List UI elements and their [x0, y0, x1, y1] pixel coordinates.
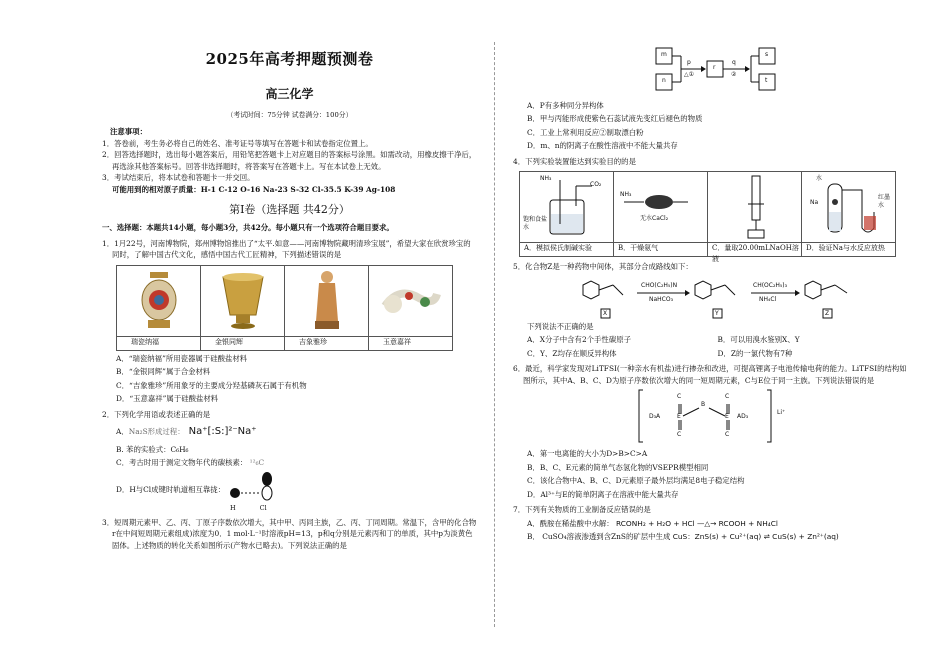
option: B．“金银同辉”属于合金材料	[116, 367, 211, 377]
option: B．甲与丙能形成使紫色石蕊试液先变红后褪色的物质	[527, 114, 703, 124]
gas-label: NH₃	[540, 175, 552, 183]
option: C．该化合物中A、B、C、D元素原子最外层均满足8电子稳定结构	[527, 476, 745, 486]
option-text: C．考古时用于测定文物年代的碳核素：	[116, 458, 248, 468]
option-text: A．酰胺在稀盐酸中水解：	[527, 518, 614, 528]
gas-label: CO₂	[590, 181, 602, 189]
reagent-label: p	[687, 59, 691, 66]
option: A．X分子中含有2个手性碳原子	[527, 335, 631, 345]
option-prefix: B．	[527, 531, 540, 541]
step-label: △①	[684, 71, 694, 78]
note-item: 2．回答选择题时，选出每小题答案后，用铅笔把答题卡上对应题目的答案标号涂黑。如需改动，用橡皮擦干净后，再选涂其他答案标号。回答非选择题时，将答案写在答题卡上。写在本试卷上无效。	[102, 150, 477, 171]
exam-info: （考试时间：75分钟 试卷满分：100分）	[226, 110, 353, 119]
column-divider	[494, 42, 495, 627]
orbital-labels	[102, 503, 477, 513]
option-prefix: A．	[116, 427, 129, 437]
atom-label: C	[725, 431, 730, 439]
option: B．可以用溴水鉴别X、Y	[717, 335, 800, 345]
page-title: 2025年高考押题预测卷	[205, 50, 374, 68]
atom-label: C	[725, 393, 730, 401]
option: B. 苯的实验式：C₆H₆	[116, 444, 189, 454]
artifact-caption: 玉意嘉祥	[369, 336, 452, 350]
ivory-figure-image	[285, 266, 368, 336]
artifact-caption: 吉象雅珍	[285, 336, 368, 350]
page-subtitle: 高三化学	[265, 87, 314, 102]
option: C．“吉象雅珍”所用象牙的主要成分羟基磷灰石属于有机物	[116, 380, 307, 390]
solvay-apparatus-image	[520, 172, 613, 242]
node-label: t	[765, 77, 768, 84]
section-title: 第Ⅰ卷（选择题 共42分）	[229, 203, 350, 217]
formation-equation: Na⁺[:S:]²⁻Na⁺	[188, 426, 257, 438]
synthesis-route	[513, 273, 908, 321]
node-label: n	[662, 77, 666, 84]
question-7-stem: 7．下列有关物质的工业制备反应错误的是	[513, 505, 651, 515]
cation-label: Li⁺	[777, 409, 786, 417]
atom-label: E	[677, 413, 681, 421]
option: A．第一电离能的大小为D>B>C>A	[527, 449, 648, 459]
nuclide: ¹²₆C	[249, 458, 265, 468]
compound-label: Y	[715, 309, 719, 317]
question-3-stem: 3．短周期元素甲、乙、丙、丁原子序数依次增大，其中甲、丙同主族，乙、丙、丁同周期。常温下，含甲的化合物r在中间短周期元素组成)浓度为0．1 mol·L⁻¹时溶液pH=13，p和q分别是元素丙和丁的单质，其中p为淡黄色固体。上述物质的转化关系如图所示(产物水已略去)。下列说法正确的是	[102, 517, 477, 550]
option-row	[513, 348, 908, 359]
option-text: CuSO₄溶液渗透到含ZnS的矿层中生成	[542, 531, 671, 541]
option	[102, 457, 477, 468]
artifact-caption: 瑞瓷纳福	[117, 336, 200, 350]
option: A．P有多种同分异构体	[527, 101, 604, 110]
atom-label: E	[725, 413, 729, 421]
litfsi-structure	[513, 386, 908, 446]
section-intro: 一、选择题：本题共14小题，每小题3分，共42分。每小题只有一个选项符合题目要求。	[102, 223, 394, 233]
reagent-label: NaHCO₃	[649, 295, 673, 303]
node-label: m	[661, 51, 667, 58]
question-6-stem: 6．最近，科学家发现对LiTFSI(一种亲水有机盐)进行掺杂和改进，可提高锂离子电池传输电荷的能力。LiTFSI的结构如图所示，其中A、B、C、D为原子序数依次增大的同一短周期元素，C与E位于同一主族。下列说法错误的是	[513, 364, 907, 385]
step-label: ②	[731, 71, 737, 78]
na-water-apparatus-image	[802, 172, 895, 242]
compound-label: Z	[825, 309, 830, 317]
reagent-label: 红墨水	[878, 194, 891, 209]
apparatus-caption: B．干燥氨气	[614, 242, 707, 256]
reaction-equation: RCONH₂ + H₂O + HCl —△→ RCOOH + NH₄Cl	[616, 518, 778, 528]
note-item: 1．答卷前，考生务必将自己的姓名、准考证号等填写在答题卡和试卷指定位置上。	[102, 138, 373, 148]
note-item: 3．考试结束后，将本试卷和答题卡一并交回。	[102, 173, 255, 183]
reagent-label: 无水CaCl₂	[640, 215, 669, 223]
right-column	[513, 44, 908, 542]
left-column	[102, 42, 477, 551]
jade-ruyi-image	[369, 266, 452, 336]
atomic-masses: 可能用到的相对原子质量：H-1 C-12 O-16 Na-23 S-32 Cl-35.5 K-39 Ag-108	[112, 184, 396, 194]
burette-image	[708, 172, 801, 242]
drying-tube-image	[614, 172, 707, 242]
question-5-sub-stem: 下列说法不正确的是	[527, 321, 594, 331]
reagent-label: CH(OC₂H₅)₃	[753, 281, 788, 289]
option	[102, 422, 477, 442]
option-row	[513, 334, 908, 345]
option: D．Z的一氯代物有7种	[717, 348, 793, 358]
option: B．B、C、E元素的简单气态氢化物的VSEPR模型相同	[527, 462, 709, 472]
gas-label: NH₃	[620, 191, 632, 199]
question-1-stem: 1．1月22号，河南博物院，郑州博物馆推出了“太平.如意——河南博物院藏明清珍宝展”，希望大家在欣赏珍宝的同时，了解中国古代文化，感悟中国古代工匠精神，下列描述错误的是	[102, 238, 471, 260]
apparatus-caption: C．量取20.00mLNaOH溶液	[708, 242, 801, 256]
reaction-equation: CuS：ZnS(s) + Cu²⁺(aq) ⇌ CuS(s) + Zn²⁺(aq)	[672, 531, 839, 541]
option	[513, 518, 908, 529]
option: D．“玉意嘉祥”属于硅酸盐材料	[116, 394, 219, 404]
artifact-table	[116, 265, 453, 351]
atom-label: C	[677, 393, 682, 401]
node-label: r	[713, 64, 716, 71]
reagent-label: q	[732, 59, 736, 66]
apparatus-caption: D．验证Na与水反应放热	[802, 242, 895, 256]
option: D．m、n的阴离子在酸性溶液中不能大量共存	[527, 141, 678, 151]
apparatus-caption: A．模拟侯氏制碱实验	[520, 242, 613, 256]
option-text: D．H与Cl成键时轨道相互靠拢：	[116, 485, 226, 495]
question-5-stem: 5．化合物Z是一种药物中间体，其部分合成路线如下：	[513, 262, 693, 272]
question-2-stem: 2．下列化学用语或表述正确的是	[102, 409, 211, 419]
reagent-label: Na	[810, 199, 819, 207]
group-label: AD₃	[737, 413, 749, 421]
node-label: s	[765, 51, 769, 58]
atom-label: C	[677, 431, 682, 439]
notes-heading: 注意事项：	[110, 127, 147, 137]
option: A．“瑞瓷纳福”所用瓷器属于硅酸盐材料	[116, 353, 248, 363]
reagent-label: CHO(C₂H₅)N	[641, 281, 678, 289]
option-text: Na₂S形成过程：	[128, 427, 185, 437]
compound-label: X	[603, 309, 608, 317]
option: C．Y、Z均存在顺反异构体	[527, 348, 617, 358]
atom-label: B	[701, 401, 706, 409]
option: D．Al³⁺与E的简单阴离子在溶液中能大量共存	[527, 489, 679, 499]
question-4-stem: 4．下列实验装置能达到实验目的的是	[513, 156, 636, 166]
gold-cup-image	[201, 266, 284, 336]
group-label: D₃A	[649, 413, 661, 421]
option	[513, 531, 908, 542]
option: C．工业上常利用反应②制取漂白粉	[527, 127, 644, 137]
reagent-label: 水	[816, 175, 823, 183]
artifact-caption: 金银同辉	[201, 336, 284, 350]
solution-label: 饱和食盐水	[523, 216, 548, 231]
porcelain-vase-image	[117, 266, 200, 336]
orbital-label: H	[230, 503, 236, 512]
orbital-label: Cl	[259, 503, 267, 512]
conversion-diagram	[513, 44, 908, 98]
apparatus-table	[519, 171, 896, 264]
reagent-label: NH₄Cl	[759, 295, 777, 303]
